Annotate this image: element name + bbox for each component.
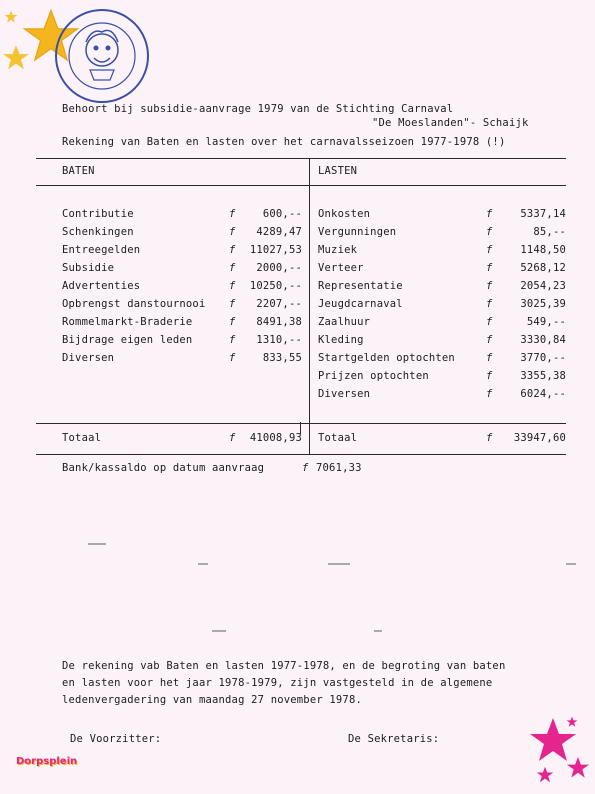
currency-sign: f (486, 334, 493, 346)
currency-sign: f (229, 352, 236, 364)
saldo-label: Bank/kassaldo op datum aanvraag (62, 462, 265, 474)
lasten-label: Muziek (318, 244, 358, 256)
currency-sign: f (229, 334, 236, 346)
voorzitter-signature-label: De Voorzitter: (70, 733, 162, 745)
scan-smudge (212, 630, 226, 632)
total-baten-label: Totaal (62, 432, 102, 444)
baten-label: Bijdrage eigen leden (62, 334, 193, 346)
currency-sign: f (486, 316, 493, 328)
lasten-label: Prijzen optochten (318, 370, 429, 382)
lasten-amount: 549,-- (526, 316, 566, 328)
scan-smudge (374, 630, 382, 632)
baten-label: Subsidie (62, 262, 115, 274)
currency-sign: f (486, 298, 493, 310)
total-baten-amount: 41008,93 (249, 432, 302, 444)
lasten-amount: 6024,-- (520, 388, 566, 400)
lasten-amount: 3355,38 (520, 370, 566, 382)
footer-line-2: en lasten voor het jaar 1978-1979, zijn vastgesteld in de algemene (62, 677, 493, 689)
currency-sign: f (229, 226, 236, 238)
footer-line-1: De rekening vab Baten en lasten 1977-1978, en de begroting van baten (62, 660, 506, 672)
lasten-amount: 3025,39 (520, 298, 566, 310)
lasten-amount: 5337,14 (520, 208, 566, 220)
currency-sign: f (486, 280, 493, 292)
baten-label: Contributie (62, 208, 134, 220)
currency-sign: f (486, 432, 493, 444)
saldo-amount: 7061,33 (316, 462, 362, 474)
currency-sign: f (486, 226, 493, 238)
gold-star-tiny-icon (4, 10, 18, 24)
baten-amount: 600,-- (262, 208, 302, 220)
lasten-amount: 2054,23 (520, 280, 566, 292)
footer-line-3: ledenvergadering van maandag 27 november 1978. (62, 694, 362, 706)
baten-label: Entreegelden (62, 244, 141, 256)
currency-sign: f (486, 352, 493, 364)
lasten-label: Onkosten (318, 208, 371, 220)
header-line-1: Behoort bij subsidie-aanvrage 1979 van de Stichting Carnaval (62, 103, 454, 115)
currency-sign: f (486, 244, 493, 256)
scan-smudge (566, 563, 576, 565)
pink-star-medium-icon (566, 756, 590, 780)
currency-sign: f (229, 262, 236, 274)
currency-sign: f (229, 244, 236, 256)
baten-amount: 1310,-- (256, 334, 302, 346)
table-total-rule (36, 423, 566, 424)
header-line-2: "De Moeslanden"- Schaijk (372, 117, 529, 129)
carnaval-stamp-icon (52, 6, 152, 106)
baten-amount: 833,55 (262, 352, 302, 364)
lasten-label: Verteer (318, 262, 364, 274)
total-lasten-label: Totaal (318, 432, 358, 444)
baten-label: Advertenties (62, 280, 141, 292)
baten-amount: 2000,-- (256, 262, 302, 274)
table-top-rule (36, 158, 566, 159)
sekretaris-signature-label: De Sekretaris: (348, 733, 440, 745)
currency-sign: f (486, 208, 493, 220)
currency-sign: f (229, 298, 236, 310)
dorpsplein-logo (16, 756, 77, 767)
currency-sign: f (486, 370, 493, 382)
currency-sign: f (229, 432, 236, 444)
table-header-rule (36, 185, 566, 186)
lasten-column-header: LASTEN (318, 165, 358, 177)
baten-amount: 10250,-- (249, 280, 302, 292)
currency-sign: f (302, 462, 309, 474)
lasten-label: Jeugdcarnaval (318, 298, 403, 310)
lasten-amount: 3330,84 (520, 334, 566, 346)
pink-star-tiny-icon (566, 716, 578, 728)
currency-sign: f (486, 262, 493, 274)
lasten-label: Representatie (318, 280, 403, 292)
lasten-label: Zaalhuur (318, 316, 371, 328)
scan-smudge (328, 563, 350, 565)
table-column-divider (309, 158, 310, 454)
currency-sign: f (486, 388, 493, 400)
lasten-amount: 3770,-- (520, 352, 566, 364)
baten-label: Opbrengst danstournooi (62, 298, 206, 310)
currency-sign: f (229, 280, 236, 292)
lasten-amount: 85,-- (533, 226, 566, 238)
baten-column-header: BATEN (62, 165, 95, 177)
baten-amount: 8491,38 (256, 316, 302, 328)
baten-amount: 11027,53 (249, 244, 302, 256)
lasten-label: Diversen (318, 388, 371, 400)
scan-smudge (88, 543, 106, 545)
total-lasten-amount: 33947,60 (513, 432, 566, 444)
baten-label: Rommelmarkt-Braderie (62, 316, 193, 328)
lasten-amount: 1148,50 (520, 244, 566, 256)
lasten-label: Vergunningen (318, 226, 397, 238)
lasten-label: Kleding (318, 334, 364, 346)
lasten-label: Startgelden optochten (318, 352, 455, 364)
baten-amount: 2207,-- (256, 298, 302, 310)
gold-star-small-icon (2, 44, 30, 72)
currency-sign: f (229, 316, 236, 328)
scan-smudge (198, 563, 208, 565)
baten-label: Diversen (62, 352, 115, 364)
pink-star-small-icon (536, 766, 554, 784)
document-subtitle: Rekening van Baten en lasten over het carnavalsseizoen 1977-1978 (!) (62, 136, 506, 148)
baten-label: Schenkingen (62, 226, 134, 238)
baten-amount: 4289,47 (256, 226, 302, 238)
logo-text: Dorpsplein (16, 756, 78, 767)
lasten-amount: 5268,12 (520, 262, 566, 274)
table-bottom-rule (36, 454, 566, 455)
currency-sign: f (229, 208, 236, 220)
